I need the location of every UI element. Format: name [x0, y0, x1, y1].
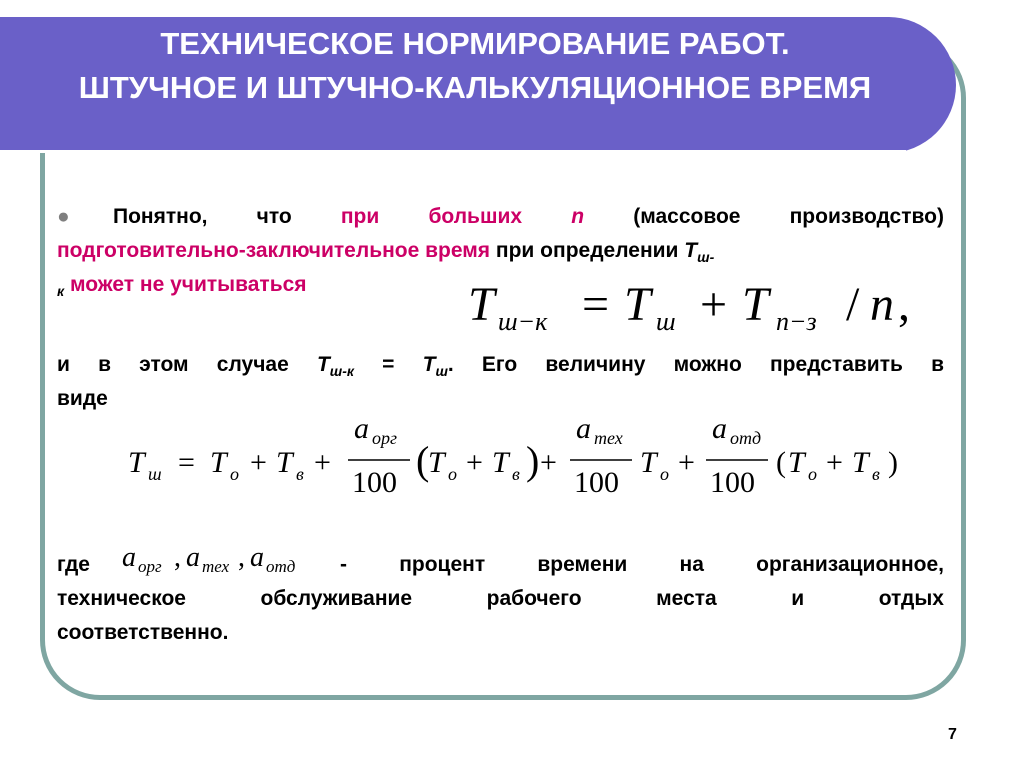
denominator: 100 [574, 466, 619, 499]
symbol-T: T [742, 278, 769, 331]
slide-title [0, 22, 950, 110]
subscript: в [512, 464, 520, 484]
symbol-T: T [852, 446, 869, 479]
symbol-T: T [276, 446, 293, 479]
paragraph-2-line-2: виде [57, 387, 108, 410]
symbol-T: Т [316, 353, 330, 376]
plus-sign: + [250, 446, 267, 479]
subscript: отд [266, 557, 296, 576]
subscript: в [296, 464, 304, 484]
subscript: тех [202, 557, 230, 576]
word-highlight: при [340, 205, 380, 228]
subscript: ш [148, 464, 162, 484]
symbol-a: a [122, 542, 136, 573]
left-paren: ( [416, 438, 430, 483]
subscript: ш−к [498, 307, 548, 336]
paragraph-1-line-3 [57, 268, 417, 308]
bullet-icon: ● [57, 205, 114, 228]
symbol-T: T [640, 446, 657, 479]
subscript: ш- [697, 249, 715, 266]
symbol-T: T [428, 446, 445, 479]
subscript: ш [656, 307, 676, 336]
equals-sign: = [582, 278, 610, 331]
word: что [256, 205, 292, 228]
subscript: о [230, 464, 239, 484]
word: (массовое [633, 205, 741, 228]
paragraph-2-line-1 [57, 348, 944, 388]
comma: , [238, 542, 245, 573]
subscript: ш [435, 363, 448, 380]
comma: , [174, 542, 181, 573]
right-paren: ) [526, 438, 540, 483]
subscript: о [808, 464, 817, 484]
may-be-ignored-highlight: может не учитываться [69, 273, 307, 296]
page-number: 7 [948, 726, 957, 743]
right-paren: ) [888, 446, 898, 479]
symbol-a: a [250, 542, 264, 573]
formula-piece-time [460, 268, 940, 342]
equals-sign: = [178, 446, 195, 479]
word: Понятно, [113, 205, 208, 228]
subscript: отд [730, 428, 762, 448]
text-segment: и в этом случае [57, 353, 289, 376]
prep-final-time-highlight: подготовительно-заключительное время [57, 239, 491, 262]
symbol-T: T [788, 446, 805, 479]
word-highlight-n: n [571, 205, 585, 228]
symbol-T: T [468, 278, 495, 331]
subscript: тех [594, 428, 623, 448]
plus-sign: + [826, 446, 843, 479]
plus-sign: + [700, 278, 728, 331]
subscript: о [448, 464, 457, 484]
subscript: ш-к [329, 363, 354, 380]
symbol-T: T [128, 446, 145, 479]
denominator: 100 [352, 466, 397, 499]
subscript: к [57, 283, 65, 300]
denominator: 100 [710, 466, 755, 499]
equals-sign: = [382, 353, 395, 376]
symbol-T: T [624, 278, 651, 331]
title-underline [0, 150, 906, 153]
symbol-a: a [712, 412, 727, 445]
paragraph-3-line-1: - процент времени на организационное, [340, 553, 944, 576]
subscript: орг [372, 428, 398, 448]
symbol-T: Т [422, 353, 436, 376]
symbol-a: a [576, 412, 591, 445]
symbol-a: a [354, 412, 369, 445]
comma: , [898, 278, 910, 331]
division-slash: / [846, 278, 860, 331]
title-line-1: ТЕХНИЧЕСКОЕ НОРМИРОВАНИЕ РАБОТ. [160, 26, 790, 61]
plus-sign: + [678, 446, 695, 479]
formula-coefficients [114, 536, 334, 580]
subscript: в [872, 464, 880, 484]
formula-piece-time-components [120, 410, 920, 506]
plus-sign: + [314, 446, 331, 479]
symbol-T: Т [684, 239, 698, 262]
text-segment: при определении [495, 239, 679, 262]
paragraph-1-line-1 [57, 200, 944, 234]
symbol-T: T [492, 446, 509, 479]
title-line-2: ШТУЧНОЕ И ШТУЧНО-КАЛЬКУЛЯЦИОННОЕ ВРЕМЯ [78, 70, 872, 105]
paragraph-3-line-3: соответственно. [57, 621, 229, 644]
symbol-n: n [870, 278, 894, 331]
subscript: орг [138, 557, 162, 576]
symbol-T: T [210, 446, 227, 479]
left-paren: ( [776, 446, 786, 479]
subscript: п−з [776, 307, 817, 336]
text-segment: . Его величину можно представить в [447, 353, 944, 376]
where-label: где [57, 553, 90, 576]
word: производство) [789, 205, 944, 228]
subscript: о [660, 464, 669, 484]
word-highlight: больших [428, 205, 523, 228]
plus-sign: + [540, 446, 557, 479]
symbol-a: a [186, 542, 200, 573]
plus-sign: + [466, 446, 483, 479]
paragraph-3-line-2: техническое обслуживание рабочего места и отдых [57, 587, 944, 610]
